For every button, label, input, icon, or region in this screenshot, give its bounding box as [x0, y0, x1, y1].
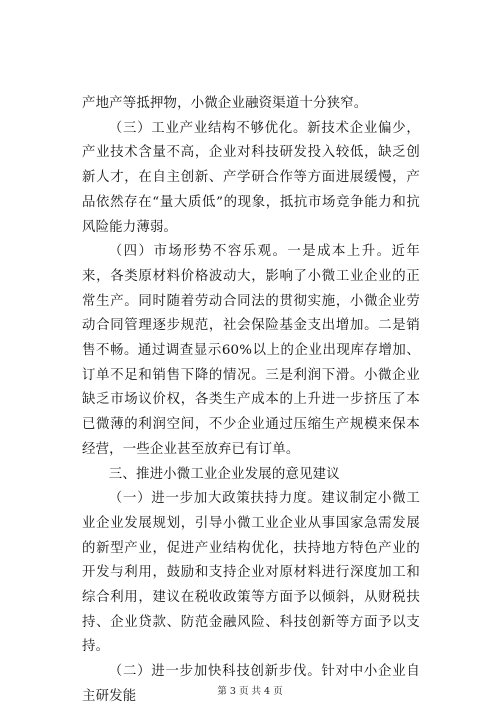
page-footer: 第 3 页 共 4 页	[217, 686, 283, 697]
section-heading-suggestions: 三、推进小微工业企业发展的意见建议	[108, 466, 340, 482]
paragraph-market-situation: （四）市场形势不容乐观。一是成本上升。近年来，各类原材料价格波动大，影响了小微工业企业的正常生产。同时随着劳动合同法的贯彻实施，小微企业劳动合同管理逐步规范，社会保险基金支出增加。二是销售不畅。通过调查显示60%以上的企业出现库存增加、订单不足和销售下降的情况。三是利润下滑。小微企业缺乏市场议价权，各类生产成本的上升进一步挤压了本已微薄的利润空间，不少企业通过压缩生产规模来保本经营，一些企业甚至放弃已有订单。	[82, 244, 420, 457]
paragraph-policy-support: （一）进一步加大政策扶持力度。建议制定小微工业企业发展规划，引导小微工业企业从事国家急需发展的新型产业，促进产业结构优化，扶持地方特色产业的开发与利用，鼓励和支持企业对原材料进行深度加工和综合利用，建议在税收政策等方面予以倾斜，从财税扶持、企业贷款、防范金融风险、科技创新等方面予以支持。	[82, 491, 420, 655]
document-body	[82, 92, 420, 710]
paragraph-continuation: 产地产等抵押物，小微企业融资渠道十分狭窄。	[82, 96, 368, 111]
paragraph-tech-innovation: （二）进一步加快科技创新步伐。针对中小企业自主研发能	[82, 664, 420, 704]
paragraph-industrial-structure: （三）工业产业结构不够优化。新技术企业偏少，产业技术含量不高，企业对科技研发投入较低，缺乏创新人才，在自主创新、产学研合作等方面进展缓慢，产品依然存在“量大质低”的现象，抵抗市场竞争能力和抗风险能力薄弱。	[82, 120, 420, 235]
